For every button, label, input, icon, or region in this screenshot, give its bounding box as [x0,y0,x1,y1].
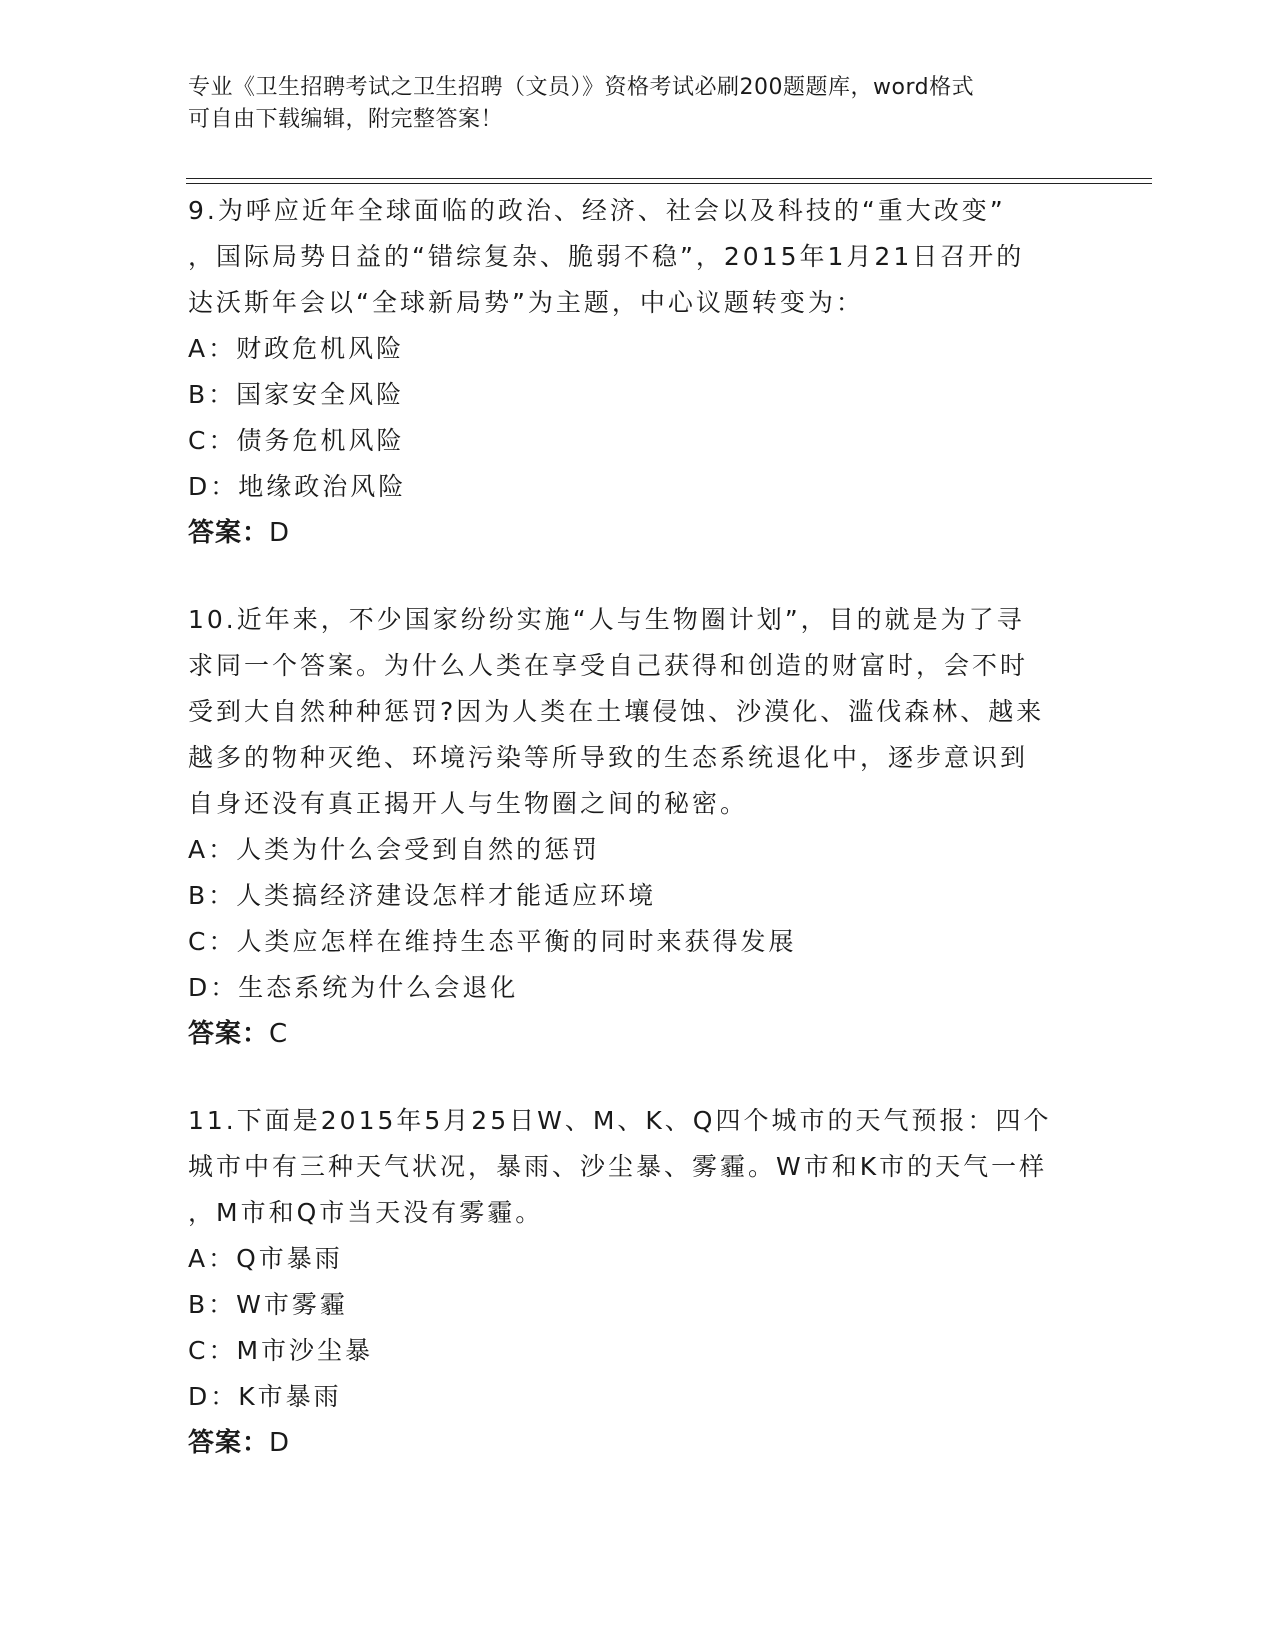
answer [188,510,1088,556]
option-b: B：W市雾霾 [188,1290,348,1319]
question-text-line: 求同一个答案。为什么人类在享受自己获得和创造的财富时，会不时 [188,651,1029,680]
question-text-line: 城市中有三种天气状况，暴雨、沙尘暴、雾霾。W市和K市的天气一样 [188,1152,1048,1181]
header-divider-bottom [186,183,1152,184]
answer-value: D [269,518,291,548]
header-line-2: 可自由下载编辑，附完整答案！ [188,107,504,132]
answer-value: C [269,1019,289,1049]
question-9 [188,188,1088,556]
option-c: C：人类应怎样在维持生态平衡的同时来获得发展 [188,927,797,956]
question-text-line: 越多的物种灭绝、环境污染等所导致的生态系统退化中，逐步意识到 [188,743,1029,772]
option-b: B：人类搞经济建设怎样才能适应环境 [188,881,657,910]
header-line-1: 专业《卫生招聘考试之卫生招聘（文员）》资格考试必刷200题题库，word格式 [188,75,975,100]
answer [188,1420,1088,1466]
question-text-line: 11.下面是2015年5月25日W、M、K、Q四个城市的天气预报：四个 [188,1106,1052,1135]
option-c: C：M市沙尘暴 [188,1336,374,1365]
option-a: A：人类为什么会受到自然的惩罚 [188,835,601,864]
option-d: D：K市暴雨 [188,1382,342,1411]
question-10 [188,597,1088,1057]
question-text-line: 受到大自然种种惩罚?因为人类在土壤侵蚀、沙漠化、滥伐森林、越来 [188,697,1045,726]
header-divider-top [186,178,1152,179]
question-text-line: 达沃斯年会以“全球新局势”为主题，中心议题转变为： [188,288,864,317]
answer [188,1011,1088,1057]
question-11 [188,1098,1088,1466]
question-text-line: ，M市和Q市当天没有雾霾。 [188,1198,544,1227]
option-c: C：债务危机风险 [188,426,405,455]
question-text-line: 10.近年来，不少国家纷纷实施“人与生物圈计划”，目的就是为了寻 [188,605,1025,634]
option-d: D：生态系统为什么会退化 [188,973,519,1002]
option-a: A：Q市暴雨 [188,1244,343,1273]
question-text-line: ，国际局势日益的“错综复杂、脆弱不稳”，2015年1月21日召开的 [188,242,1025,271]
answer-label: 答案： [188,1019,270,1049]
answer-label: 答案： [188,1428,270,1458]
option-a: A：财政危机风险 [188,334,405,363]
document-header [188,72,1068,136]
question-text-line: 9.为呼应近年全球面临的政治、经济、社会以及科技的“重大改变” [188,196,1006,225]
option-b: B：国家安全风险 [188,380,405,409]
answer-value: D [269,1428,291,1458]
question-text-line: 自身还没有真正揭开人与生物圈之间的秘密。 [188,789,749,818]
answer-label: 答案： [188,518,270,548]
option-d: D：地缘政治风险 [188,472,407,501]
